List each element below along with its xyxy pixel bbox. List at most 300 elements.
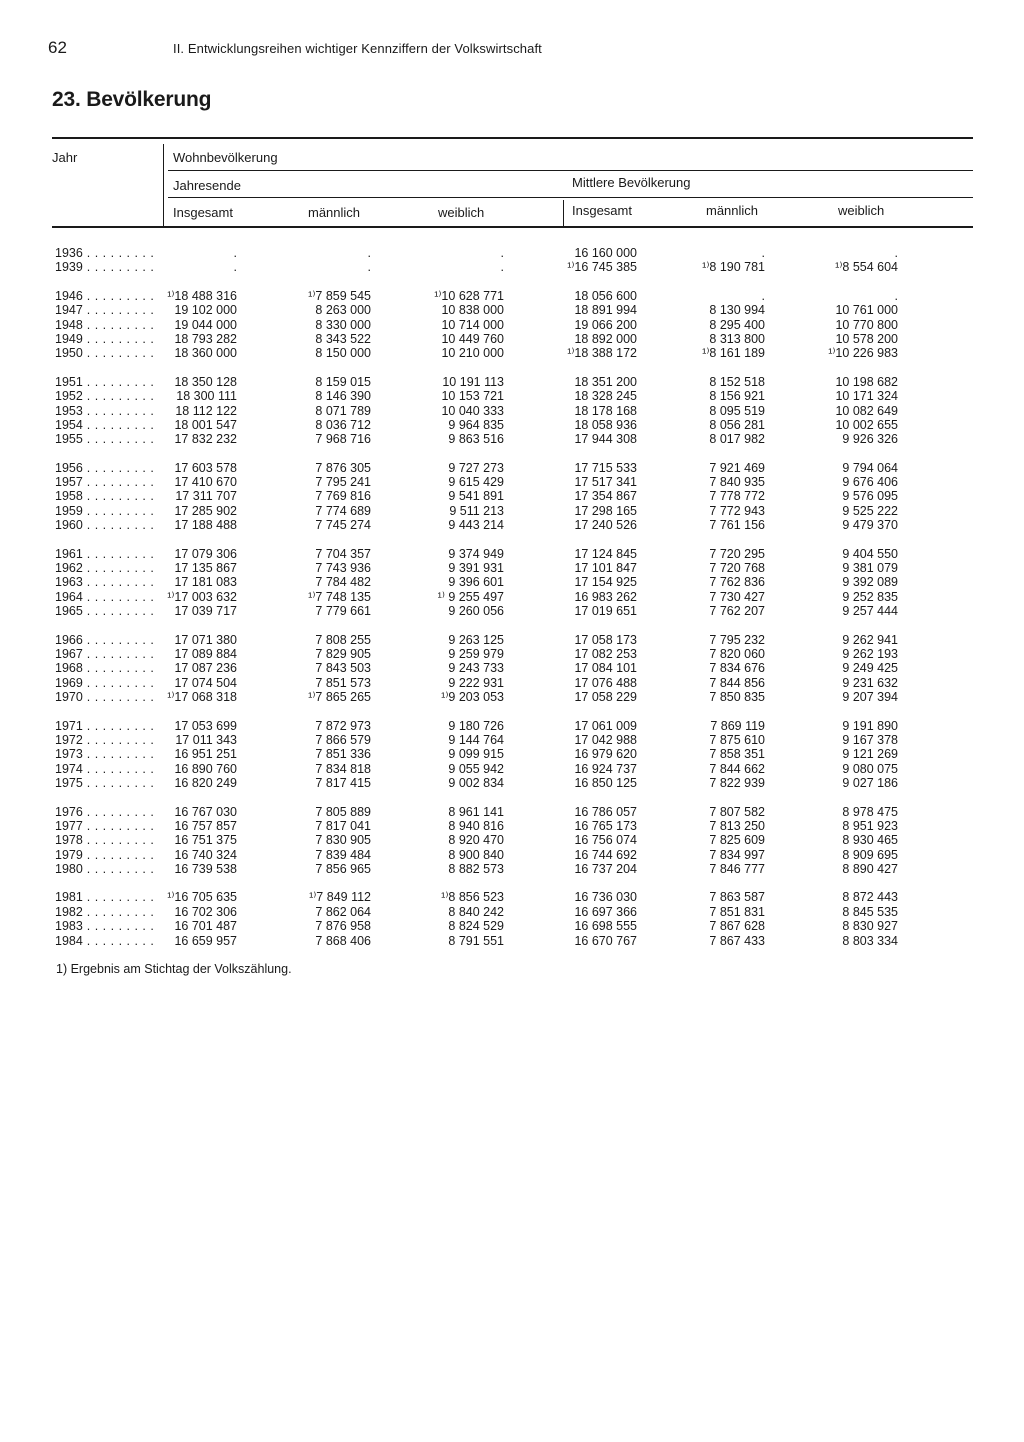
value-cell: 9 207 394 — [842, 690, 898, 705]
value-cell: 9 964 835 — [448, 417, 504, 432]
value-cell: 17 082 253 — [574, 646, 637, 661]
value-cell: 17 076 488 — [574, 675, 637, 690]
value-cell: 7 730 427 — [709, 589, 765, 604]
header-rule-2 — [168, 197, 973, 198]
value-cell: 17 410 670 — [174, 475, 237, 490]
value-cell: 16 697 366 — [574, 904, 637, 919]
header-divider — [163, 144, 164, 228]
year-cell: 1946 . . . — [55, 289, 155, 303]
value-cell: 7 807 582 — [709, 804, 765, 819]
value-cell: 16 765 173 — [574, 818, 637, 833]
value-cell: 16 740 324 — [174, 847, 237, 862]
value-cell: 17 124 845 — [574, 546, 637, 561]
value-cell: 8 330 000 — [315, 317, 371, 332]
value-cell: 9 222 931 — [448, 675, 504, 690]
value-cell: 7 762 207 — [709, 604, 765, 619]
table-row — [0, 762, 1024, 776]
value-cell: ¹⁾7 859 545 — [308, 288, 371, 303]
value-cell: 19 102 000 — [174, 303, 237, 318]
table-row — [0, 848, 1024, 862]
year-cell: 1977 . . . — [55, 819, 155, 833]
table-row — [0, 647, 1024, 661]
value-cell: 9 080 075 — [842, 761, 898, 776]
table-row — [0, 862, 1024, 876]
value-cell: 9 260 056 — [448, 604, 504, 619]
year-cell: 1970 . . . — [55, 690, 155, 704]
value-cell: 17 039 717 — [174, 604, 237, 619]
value-cell: 10 153 721 — [441, 389, 504, 404]
value-cell: 9 391 931 — [448, 561, 504, 576]
value-cell: 7 850 835 — [709, 690, 765, 705]
value-cell: 9 676 406 — [842, 475, 898, 490]
value-cell: 7 867 628 — [709, 919, 765, 934]
value-cell: 18 178 168 — [574, 403, 637, 418]
value-cell: ¹⁾10 226 983 — [828, 346, 898, 361]
value-cell: 8 920 470 — [448, 833, 504, 848]
value-cell: 7 762 836 — [709, 575, 765, 590]
value-cell: 9 863 516 — [448, 432, 504, 447]
value-cell: 7 720 768 — [709, 561, 765, 576]
value-cell: 7 851 573 — [315, 675, 371, 690]
row-group — [0, 375, 1024, 447]
year-cell: 1972 . . . — [55, 733, 155, 747]
value-cell: 7 805 889 — [315, 804, 371, 819]
value-cell: 8 152 518 — [709, 374, 765, 389]
value-cell: 18 891 994 — [574, 303, 637, 318]
year-cell: 1973 . . . — [55, 747, 155, 761]
value-cell: 16 850 125 — [574, 776, 637, 791]
value-cell: 9 525 222 — [842, 503, 898, 518]
value-cell: 8 882 573 — [448, 862, 504, 877]
value-cell: 9 404 550 — [842, 546, 898, 561]
value-cell: ¹⁾7 865 265 — [308, 690, 371, 705]
value-cell: 7 834 997 — [709, 847, 765, 862]
table-row — [0, 489, 1024, 503]
value-cell: 7 720 295 — [709, 546, 765, 561]
value-cell: 17 061 009 — [574, 718, 637, 733]
value-cell: 8 961 141 — [448, 804, 504, 819]
value-cell: 16 702 306 — [174, 904, 237, 919]
value-cell: 8 940 816 — [448, 818, 504, 833]
value-cell: 7 769 816 — [315, 489, 371, 504]
value-cell: 8 900 840 — [448, 847, 504, 862]
value-cell: 9 257 444 — [842, 604, 898, 619]
value-cell: 9 263 125 — [448, 632, 504, 647]
year-cell: 1965 . . . — [55, 604, 155, 618]
value-cell: 7 830 905 — [315, 833, 371, 848]
year-cell: 1936 . . . — [55, 246, 155, 260]
value-cell: ¹⁾7 748 135 — [308, 589, 371, 604]
year-cell: 1968 . . . — [55, 661, 155, 675]
value-cell: 8 824 529 — [448, 919, 504, 934]
value-cell: 7 839 484 — [315, 847, 371, 862]
year-cell: 1984 . . . — [55, 934, 155, 948]
value-cell: 8 803 334 — [842, 933, 898, 948]
value-cell: 7 834 818 — [315, 761, 371, 776]
value-cell: 9 374 949 — [448, 546, 504, 561]
header-weiblich-2: weiblich — [838, 203, 885, 218]
value-cell: 8 830 927 — [842, 919, 898, 934]
value-cell: 7 844 662 — [709, 761, 765, 776]
year-cell: 1939 . . . — [55, 260, 155, 274]
value-cell: . — [894, 246, 898, 260]
value-cell: . — [367, 246, 371, 260]
value-cell: ¹⁾10 628 771 — [434, 288, 504, 303]
value-cell: 8 071 789 — [315, 403, 371, 418]
value-cell: 16 767 030 — [174, 804, 237, 819]
year-cell: 1951 . . . — [55, 375, 155, 389]
value-cell: 7 868 406 — [315, 933, 371, 948]
value-cell: 16 979 620 — [574, 747, 637, 762]
year-cell: 1960 . . . — [55, 518, 155, 532]
value-cell: 7 843 503 — [315, 661, 371, 676]
value-cell: . — [500, 246, 504, 260]
value-cell: 9 794 064 — [842, 460, 898, 475]
table-row — [0, 590, 1024, 604]
value-cell: 7 867 433 — [709, 933, 765, 948]
table-row — [0, 661, 1024, 675]
value-cell: 16 951 251 — [174, 747, 237, 762]
value-cell: ¹⁾17 003 632 — [167, 589, 237, 604]
value-cell: 7 795 232 — [709, 632, 765, 647]
value-cell: 17 715 533 — [574, 460, 637, 475]
value-cell: 9 180 726 — [448, 718, 504, 733]
header-maennlich-1: männlich — [308, 205, 361, 220]
year-cell: 1978 . . . — [55, 833, 155, 847]
table-row — [0, 819, 1024, 833]
year-cell: 1963 . . . — [55, 575, 155, 589]
row-group — [0, 719, 1024, 791]
value-cell: 7 872 973 — [315, 718, 371, 733]
value-cell: 8 313 800 — [709, 331, 765, 346]
value-cell: 10 191 113 — [442, 374, 504, 389]
value-cell: 8 872 443 — [842, 890, 898, 905]
running-head — [48, 38, 968, 58]
value-cell: 8 791 551 — [448, 933, 504, 948]
value-cell: 7 808 255 — [315, 632, 371, 647]
value-cell: 17 154 925 — [574, 575, 637, 590]
table-row — [0, 404, 1024, 418]
value-cell: 7 825 609 — [709, 833, 765, 848]
value-cell: 19 044 000 — [174, 317, 237, 332]
value-cell: 7 869 119 — [710, 718, 765, 733]
value-cell: 10 449 760 — [441, 331, 504, 346]
value-cell: 7 784 482 — [315, 575, 371, 590]
year-cell: 1954 . . . — [55, 418, 155, 432]
table-row — [0, 518, 1024, 532]
value-cell: 9 262 193 — [842, 646, 898, 661]
value-cell: 17 042 988 — [574, 732, 637, 747]
value-cell: 17 944 308 — [574, 432, 637, 447]
value-cell: 8 150 000 — [315, 346, 371, 361]
table-row — [0, 318, 1024, 332]
section-title: II. Entwicklungsreihen wichtiger Kennziffern der Volkswirtschaft — [173, 41, 542, 56]
value-cell: . — [233, 260, 237, 275]
value-cell: ¹⁾16 745 385 — [567, 260, 637, 275]
year-cell: 1966 . . . — [55, 633, 155, 647]
year-cell: 1976 . . . — [55, 805, 155, 819]
table-row — [0, 733, 1024, 747]
table-row — [0, 633, 1024, 647]
value-cell: 17 071 380 — [174, 632, 237, 647]
table-row — [0, 575, 1024, 589]
value-cell: 17 019 651 — [574, 604, 637, 619]
value-cell: 17 181 083 — [174, 575, 237, 590]
value-cell: ¹⁾8 856 523 — [441, 890, 504, 905]
year-cell: 1983 . . . — [55, 919, 155, 933]
value-cell: 18 300 111 — [176, 389, 237, 404]
year-cell: 1967 . . . — [55, 647, 155, 661]
table-row — [0, 260, 1024, 274]
value-cell: 9 479 370 — [842, 518, 898, 533]
table-row — [0, 719, 1024, 733]
year-cell: 1969 . . . — [55, 676, 155, 690]
value-cell: 7 851 831 — [709, 904, 765, 919]
value-cell: 16 757 857 — [174, 818, 237, 833]
value-cell: 9 167 378 — [842, 732, 898, 747]
value-cell: 8 017 982 — [709, 432, 765, 447]
value-cell: 16 160 000 — [574, 246, 637, 260]
value-cell: . — [500, 260, 504, 275]
header-insgesamt-1: Insgesamt — [173, 205, 233, 220]
year-cell: 1955 . . . — [55, 432, 155, 446]
value-cell: 16 786 057 — [574, 804, 637, 819]
value-cell: 8 909 695 — [842, 847, 898, 862]
value-cell: 18 351 200 — [574, 374, 637, 389]
value-cell: 7 866 579 — [315, 732, 371, 747]
row-group — [0, 547, 1024, 619]
value-cell: 17 058 173 — [574, 632, 637, 647]
value-cell: 8 978 475 — [842, 804, 898, 819]
row-group — [0, 805, 1024, 877]
year-cell: 1974 . . . — [55, 762, 155, 776]
value-cell: ¹⁾18 388 172 — [567, 346, 637, 361]
value-cell: 7 875 610 — [709, 732, 765, 747]
value-cell: 9 191 890 — [842, 718, 898, 733]
value-cell: 16 670 767 — [574, 933, 637, 948]
value-cell: 16 701 487 — [174, 919, 237, 934]
value-cell: 9 252 835 — [842, 589, 898, 604]
value-cell: 18 056 600 — [574, 288, 637, 303]
header-divider-2 — [563, 200, 564, 228]
value-cell: 9 027 186 — [842, 776, 898, 791]
value-cell: 17 517 341 — [574, 475, 637, 490]
value-cell: 7 844 856 — [709, 675, 765, 690]
value-cell: 18 350 128 — [174, 374, 237, 389]
value-cell: 9 055 942 — [448, 761, 504, 776]
value-cell: 7 822 939 — [709, 776, 765, 791]
table-row — [0, 547, 1024, 561]
value-cell: 18 328 245 — [574, 389, 637, 404]
value-cell: 7 876 305 — [315, 460, 371, 475]
value-cell: 18 360 000 — [174, 346, 237, 361]
value-cell: 7 795 241 — [315, 475, 371, 490]
header-rule-1 — [168, 170, 973, 171]
value-cell: ¹⁾17 068 318 — [167, 690, 237, 705]
value-cell: ¹⁾9 203 053 — [441, 690, 504, 705]
value-cell: 10 198 682 — [835, 374, 898, 389]
table-row — [0, 504, 1024, 518]
value-cell: 9 615 429 — [448, 475, 504, 490]
value-cell: 7 778 772 — [709, 489, 765, 504]
value-cell: ¹⁾7 849 112 — [309, 890, 371, 905]
header-bottom-rule — [52, 226, 973, 228]
table-row — [0, 805, 1024, 819]
value-cell: 17 011 343 — [175, 732, 237, 747]
year-cell: 1949 . . . — [55, 332, 155, 346]
value-cell: 9 249 425 — [842, 661, 898, 676]
value-cell: 17 285 902 — [174, 503, 237, 518]
year-cell: 1948 . . . — [55, 318, 155, 332]
value-cell: 8 146 390 — [315, 389, 371, 404]
value-cell: 16 736 030 — [574, 890, 637, 905]
year-cell: 1959 . . . — [55, 504, 155, 518]
year-cell: 1953 . . . — [55, 404, 155, 418]
value-cell: 17 079 306 — [174, 546, 237, 561]
value-cell: 7 834 676 — [709, 661, 765, 676]
value-cell: 7 856 965 — [315, 862, 371, 877]
value-cell: 8 056 281 — [709, 417, 765, 432]
value-cell: 16 659 957 — [174, 933, 237, 948]
header-weiblich-1: weiblich — [438, 205, 485, 220]
value-cell: 17 188 488 — [174, 518, 237, 533]
value-cell: 7 846 777 — [709, 862, 765, 877]
value-cell: 8 343 522 — [315, 331, 371, 346]
year-cell: 1952 . . . — [55, 389, 155, 403]
table-row — [0, 246, 1024, 260]
table-row — [0, 690, 1024, 704]
value-cell: 17 058 229 — [574, 690, 637, 705]
year-cell: 1961 . . . — [55, 547, 155, 561]
row-group — [0, 890, 1024, 948]
value-cell: 8 951 923 — [842, 818, 898, 833]
value-cell: 9 511 213 — [449, 503, 504, 518]
header-wohnbevoelkerung: Wohnbevölkerung — [173, 150, 278, 165]
row-group — [0, 461, 1024, 533]
value-cell: 17 087 236 — [174, 661, 237, 676]
row-group — [0, 633, 1024, 705]
value-cell: 17 053 699 — [174, 718, 237, 733]
value-cell: 16 820 249 — [174, 776, 237, 791]
header-mittlere: Mittlere Bevölkerung — [572, 175, 691, 190]
value-cell: 17 101 847 — [574, 561, 637, 576]
value-cell: 8 156 921 — [709, 389, 765, 404]
value-cell: 8 930 465 — [842, 833, 898, 848]
value-cell: 16 744 692 — [574, 847, 637, 862]
table-title: 23. Bevölkerung — [52, 88, 212, 111]
value-cell: 10 040 333 — [441, 403, 504, 418]
value-cell: 8 840 242 — [448, 904, 504, 919]
value-cell: 9 443 214 — [448, 518, 504, 533]
year-cell: 1962 . . . — [55, 561, 155, 575]
table-row — [0, 747, 1024, 761]
value-cell: 7 921 469 — [709, 460, 765, 475]
header-insgesamt-2: Insgesamt — [572, 203, 632, 218]
value-cell: 17 354 867 — [574, 489, 637, 504]
table-row — [0, 905, 1024, 919]
value-cell: . — [761, 246, 765, 260]
value-cell: 16 756 074 — [574, 833, 637, 848]
value-cell: . — [894, 288, 898, 303]
table-row — [0, 676, 1024, 690]
table-row — [0, 332, 1024, 346]
value-cell: 7 761 156 — [709, 518, 765, 533]
value-cell: 8 845 535 — [842, 904, 898, 919]
value-cell: 19 066 200 — [574, 317, 637, 332]
value-cell: 9 392 089 — [842, 575, 898, 590]
value-cell: 7 817 415 — [315, 776, 371, 791]
value-cell: 7 743 936 — [315, 561, 371, 576]
value-cell: 17 084 101 — [574, 661, 637, 676]
value-cell: 7 863 587 — [709, 890, 765, 905]
value-cell: 17 135 867 — [174, 561, 237, 576]
value-cell: 8 295 400 — [709, 317, 765, 332]
value-cell: 7 817 041 — [315, 818, 371, 833]
year-cell: 1982 . . . — [55, 905, 155, 919]
value-cell: 10 171 324 — [835, 389, 898, 404]
value-cell: 9 926 326 — [842, 432, 898, 447]
value-cell: 17 298 165 — [574, 503, 637, 518]
value-cell: 9 243 733 — [448, 661, 504, 676]
value-cell: . — [367, 260, 371, 275]
table-row — [0, 934, 1024, 948]
value-cell: 7 862 064 — [315, 904, 371, 919]
value-cell: 16 698 555 — [574, 919, 637, 934]
value-cell: 10 714 000 — [441, 317, 504, 332]
value-cell: ¹⁾8 554 604 — [835, 260, 898, 275]
value-cell: 7 779 661 — [315, 604, 371, 619]
value-cell: 9 576 095 — [842, 489, 898, 504]
value-cell: 7 820 060 — [709, 646, 765, 661]
value-cell: 7 774 689 — [315, 503, 371, 518]
value-cell: 7 876 958 — [315, 919, 371, 934]
value-cell: 16 983 262 — [574, 589, 637, 604]
year-cell: 1950 . . . — [55, 346, 155, 360]
value-cell: 9 231 632 — [842, 675, 898, 690]
page-number: 62 — [48, 38, 67, 57]
value-cell: 10 210 000 — [441, 346, 504, 361]
value-cell: 10 578 200 — [835, 331, 898, 346]
value-cell: 8 159 015 — [315, 374, 371, 389]
table-row — [0, 375, 1024, 389]
table-row — [0, 389, 1024, 403]
value-cell: 17 311 707 — [175, 489, 237, 504]
table-row — [0, 833, 1024, 847]
value-cell: 7 829 905 — [315, 646, 371, 661]
value-cell: 10 838 000 — [441, 303, 504, 318]
value-cell: 9 099 915 — [448, 747, 504, 762]
header-maennlich-2: männlich — [706, 203, 759, 218]
value-cell: . — [233, 246, 237, 260]
value-cell: 17 074 504 — [174, 675, 237, 690]
value-cell: 9 727 273 — [448, 460, 504, 475]
table-row — [0, 418, 1024, 432]
value-cell: ¹⁾ 9 255 497 — [437, 589, 504, 604]
year-cell: 1981 . . . — [55, 890, 155, 904]
value-cell: 17 089 884 — [174, 646, 237, 661]
value-cell: 7 745 274 — [315, 518, 371, 533]
value-cell: 7 772 943 — [709, 503, 765, 518]
value-cell: 9 262 941 — [842, 632, 898, 647]
table-row — [0, 432, 1024, 446]
value-cell: 10 082 649 — [835, 403, 898, 418]
value-cell: 7 858 351 — [709, 747, 765, 762]
table-row — [0, 919, 1024, 933]
value-cell: 8 263 000 — [315, 303, 371, 318]
header-jahr: Jahr — [52, 150, 78, 165]
table-row — [0, 890, 1024, 904]
value-cell: 9 121 269 — [842, 747, 898, 762]
